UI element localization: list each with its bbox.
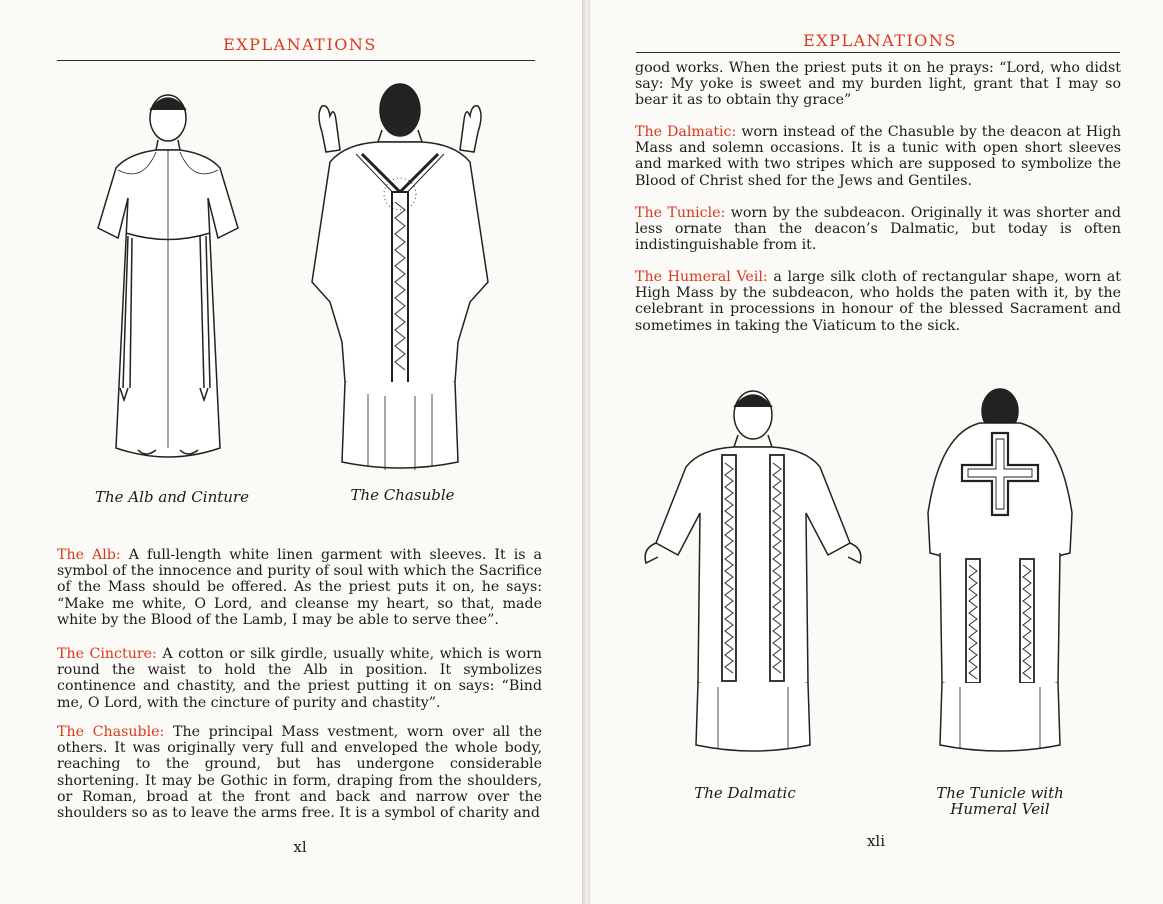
- entry-text: A cotton or silk girdle, usually white, which is worn round the waist to hold the Alb in position. It symbolizes continence and chastity, and the priest putting it on says: “Bind me, O Lord, with the cincture of purity and chastity”.: [57, 646, 542, 711]
- figure-caption-dalmatic: The Dalmatic: [694, 784, 796, 802]
- folio: xl: [293, 838, 307, 856]
- alb-and-cincture-illustration: [88, 88, 248, 473]
- entry-text: A full-length white linen garment with sleeves. It is a symbol of the innocence and purity of soul with which the Sacrifice of the Mass should be offered. As the priest puts it on, he says: “Make me white, O Lord, and cleanse my heart, so that, made white by the Blood of the Lamb, I may be able to serve thee”.: [57, 547, 542, 628]
- figure-caption-chasuble: The Chasuble: [350, 486, 455, 504]
- tunicle-humeral-veil-illustration: [920, 383, 1080, 763]
- entry-tunicle: [635, 205, 1121, 254]
- entry-text: worn instead of the Chasuble by the deacon at High Mass and solemn occasions. It is a tunic with open short sleeves and marked with two stripes which are supposed to symbolize the Blood of Christ shed for the Jews and Gentiles.: [635, 124, 1121, 189]
- book-gutter: [582, 0, 590, 904]
- entry-term: The Cincture:: [57, 646, 157, 662]
- entry-humeral-veil: [635, 269, 1121, 334]
- dalmatic-illustration: [638, 383, 868, 763]
- entry-cincture: [57, 646, 542, 711]
- running-head: EXPLANATIONS: [223, 35, 377, 54]
- chasuble-illustration: [300, 82, 500, 474]
- entry-term: The Tunicle:: [635, 205, 726, 221]
- entry-alb: [57, 547, 542, 628]
- figure-caption-alb: The Alb and Cinture: [95, 488, 249, 506]
- caption-line: The Tunicle with: [936, 784, 1064, 802]
- entry-term: The Alb:: [57, 547, 121, 563]
- folio: xli: [866, 832, 886, 850]
- header-rule: [57, 60, 535, 61]
- entry-term: The Humeral Veil:: [635, 269, 768, 285]
- header-rule: [636, 52, 1120, 53]
- entry-text: a large silk cloth of rectangular shape, worn at High Mass by the subdeacon, who holds the paten with it, by the celebrant in processions in honour of the blessed Sacrament and sometimes in taking the Viaticum to the sick.: [635, 269, 1121, 334]
- entry-text: The principal Mass vestment, worn over all the others. It was originally very full and enveloped the whole body, reaching to the ground, but has undergone considerable shortening. It may be Gothic in form, draping from the shoulders, or Roman, broad at the front and back and narrow over the shoulders so as to leave the arms free. It is a symbol of charity and: [57, 724, 542, 822]
- right-page: [590, 0, 1163, 904]
- figure-caption-tunicle: [910, 785, 1090, 817]
- entry-term: The Dalmatic:: [635, 124, 737, 140]
- entry-term: The Chasuble:: [57, 724, 165, 740]
- continuation-text: good works. When the priest puts it on he prays: “Lord, who didst say: My yoke is sweet and my burden light, grant that I may so bear it as to obtain thy grace”: [635, 60, 1121, 109]
- caption-line: Humeral Veil: [950, 800, 1050, 818]
- entry-dalmatic: [635, 124, 1121, 189]
- entry-chasuble: [57, 724, 542, 821]
- running-head: EXPLANATIONS: [803, 31, 957, 50]
- entry-text: worn by the subdeacon. Originally it was shorter and less ornate than the deacon’s Dalmatic, but today is often indistinguishable from it.: [635, 205, 1121, 254]
